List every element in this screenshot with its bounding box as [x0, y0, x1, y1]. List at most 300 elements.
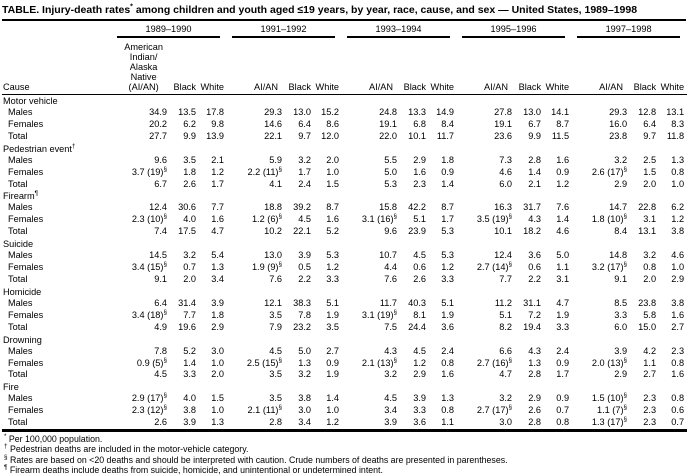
rate-cell: 13.1: [638, 226, 657, 237]
rate-cell: 24.4: [408, 321, 427, 332]
rate-cell: 2.6 (17)§: [591, 165, 628, 177]
rate-cell: 1.0: [326, 166, 340, 177]
col-header-aian: AI/AN: [572, 38, 629, 95]
rate-cell: 1.4: [556, 214, 570, 225]
rate-cell: 2.9 (17)§: [131, 392, 167, 404]
rate-cell: 2.9: [614, 178, 628, 189]
rate-cell: 12.0: [321, 130, 340, 141]
rate-cell: 3.4 (15)§: [131, 261, 167, 273]
rate-cell: 0.7: [556, 405, 570, 416]
rate-cell: 1.0: [211, 405, 225, 416]
rate-cell: 19.6: [178, 321, 196, 332]
col-header-white: White: [659, 38, 687, 95]
rate-cell: 8.7: [556, 118, 570, 129]
year-group-header: [457, 21, 572, 38]
rate-cell: 14.9: [436, 107, 455, 117]
rate-cell: 3.8: [298, 393, 312, 404]
col-header-white: White: [429, 38, 457, 95]
rate-cell: 6.6: [499, 345, 513, 356]
rate-cell: 3.9: [211, 297, 225, 308]
rate-cell: 2.3: [643, 393, 657, 404]
rate-cell: 7.7: [499, 273, 513, 284]
sex-row-label: Total: [8, 321, 28, 332]
rate-cell: 16.0: [609, 118, 628, 129]
footnotes: [2, 432, 686, 475]
rate-cell: 3.2: [384, 369, 398, 380]
rate-cell: 3.1 (16)§: [361, 213, 398, 225]
sex-row-label: Total: [8, 178, 28, 189]
rate-cell: 40.3: [408, 297, 427, 308]
rate-cell: 6.0: [499, 178, 513, 189]
rate-cell: 0.8: [671, 393, 685, 404]
rate-cell: 4.5: [413, 345, 427, 356]
rate-cell: 2.7: [643, 369, 657, 380]
rate-cell: 2.6: [528, 405, 542, 416]
rate-cell: 31.4: [178, 297, 196, 308]
rate-cell: 2.9: [211, 321, 225, 332]
rate-cell: 12.4: [494, 250, 513, 261]
cause-row: [2, 238, 687, 250]
rate-cell: 7.5: [384, 321, 398, 332]
rate-cell: 13.0: [264, 250, 283, 261]
rate-cell: 22.8: [638, 202, 657, 213]
rate-cell: 31.1: [523, 297, 542, 308]
rate-cell: 3.2: [643, 250, 657, 261]
rate-cell: 1.2: [671, 214, 685, 225]
rate-cell: 1.8: [211, 309, 225, 320]
rate-cell: 8.6: [326, 118, 340, 129]
rate-cell: 5.2: [183, 345, 196, 356]
sex-row-label: Females: [8, 357, 44, 368]
rate-cell: 1.2 (6)§: [251, 213, 283, 225]
rate-cell: 2.0: [183, 273, 196, 284]
table-row: [2, 346, 687, 358]
rate-cell: 3.2: [298, 154, 312, 165]
rate-cell: 6.0: [614, 321, 628, 332]
rate-cell: 1.3: [671, 154, 685, 165]
rate-cell: 2.4: [298, 178, 312, 189]
rate-cell: 7.8: [298, 309, 312, 320]
rate-cell: 0.9: [556, 357, 570, 368]
rate-cell: 1.3: [441, 393, 455, 404]
rate-cell: 3.8: [671, 297, 685, 308]
rate-cell: 8.7: [441, 202, 455, 213]
rate-cell: 2.3: [643, 405, 657, 416]
rate-cell: 4.3: [528, 345, 542, 356]
rate-cell: 2.2 (11)§: [247, 165, 283, 177]
rate-cell: 4.5: [413, 250, 427, 261]
year-group-header: [342, 21, 457, 38]
rate-cell: 2.3: [643, 417, 657, 428]
rate-cell: 7.6: [384, 273, 398, 284]
table-title-lead: TABLE. Injury-death rates: [2, 4, 131, 16]
rate-cell: 2.1 (11)§: [247, 404, 283, 416]
rate-cell: 0.8: [441, 405, 455, 416]
rate-cell: 13.0: [293, 107, 312, 117]
rate-cell: 2.9: [614, 369, 628, 380]
rate-cell: 29.3: [609, 107, 628, 117]
rate-cell: 3.5: [183, 154, 196, 165]
rate-cell: 4.5: [384, 393, 398, 404]
rate-cell: 2.8: [528, 154, 542, 165]
rate-cell: 1.7: [298, 166, 312, 177]
rate-cell: 39.2: [293, 202, 312, 213]
rate-cell: 2.8: [528, 417, 542, 428]
rate-cell: 9.6: [154, 154, 167, 165]
rate-cell: 2.9: [528, 393, 542, 404]
rate-cell: 23.9: [408, 226, 427, 237]
rate-cell: 1.4: [183, 357, 196, 368]
rate-cell: 0.9: [441, 166, 455, 177]
col-header-black: Black: [169, 38, 199, 95]
rate-cell: 5.3: [326, 250, 340, 261]
rate-cell: 5.0: [298, 345, 312, 356]
sex-row-label: Total: [8, 130, 28, 141]
rate-cell: 15.8: [379, 202, 398, 213]
rate-cell: 12.4: [149, 202, 167, 213]
rate-cell: 2.1 (13)§: [361, 356, 398, 368]
table-row: [2, 358, 687, 370]
rate-cell: 1.5: [211, 393, 225, 404]
year-group-label: 1989–1990: [117, 24, 220, 38]
rate-cell: 8.2: [499, 321, 513, 332]
cause-row: [2, 143, 687, 155]
rate-cell: 3.1: [643, 214, 657, 225]
year-group-header: [572, 21, 687, 38]
rate-cell: 3.4 (18)§: [131, 308, 167, 320]
rate-cell: 6.4: [643, 118, 657, 129]
rate-cell: 1.9: [441, 309, 455, 320]
year-group-header: [112, 21, 227, 38]
sex-row-label: Females: [8, 214, 44, 225]
rate-cell: 34.9: [149, 107, 167, 117]
sex-row-label: Males: [8, 250, 33, 261]
rate-cell: 1.2: [326, 417, 340, 428]
rate-cell: 3.2: [499, 393, 513, 404]
rate-cell: 1.5: [643, 166, 657, 177]
rate-cell: 5.8: [643, 309, 657, 320]
rate-cell: 2.6: [183, 178, 196, 189]
rate-cell: 2.8: [528, 369, 542, 380]
rate-cell: 4.4: [384, 262, 398, 273]
rate-cell: 3.5: [269, 309, 283, 320]
rate-cell: 20.2: [149, 118, 167, 129]
rate-cell: 1.9: [326, 369, 340, 380]
cause-row: [2, 95, 687, 108]
sex-row-label: Females: [8, 262, 44, 273]
table-row: [2, 202, 687, 214]
rate-cell: 7.4: [154, 226, 167, 237]
rate-cell: 8.4: [614, 226, 628, 237]
sex-row-label: Females: [8, 405, 44, 416]
year-group-label: 1995–1996: [462, 24, 565, 38]
rate-cell: 5.1: [441, 297, 455, 308]
rate-cell: 1.0: [671, 178, 685, 189]
rate-cell: 10.7: [379, 250, 398, 261]
rate-cell: 18.2: [523, 226, 542, 237]
rate-cell: 3.6: [441, 321, 455, 332]
rate-cell: 13.9: [206, 130, 225, 141]
rate-cell: 7.6: [269, 273, 283, 284]
rate-cell: 19.1: [494, 118, 513, 129]
table-row: [2, 310, 687, 322]
sex-row-label: Males: [8, 107, 33, 117]
rate-cell: 9.1: [614, 273, 628, 284]
rate-cell: 14.5: [149, 250, 167, 261]
rate-cell: 27.8: [494, 107, 513, 117]
year-group-label: 1993–1994: [347, 24, 450, 38]
cause-name: Fire: [3, 382, 19, 393]
rate-cell: 4.3: [528, 214, 542, 225]
cause-row: [2, 381, 687, 393]
rate-cell: 2.2: [528, 273, 542, 284]
rate-cell: 29.3: [264, 107, 283, 117]
rate-cell: 7.3: [499, 154, 513, 165]
rate-cell: 1.3: [298, 357, 312, 368]
rate-cell: 3.5: [326, 321, 340, 332]
rate-cell: 8.1: [413, 309, 427, 320]
col-header-black: Black: [514, 38, 544, 95]
footnote: § Rates are based on <20 deaths and should be interpreted with caution. Crude numbers of deaths are presented in parentheses.: [4, 453, 508, 465]
rate-cell: 3.3: [556, 321, 570, 332]
rate-cell: 5.1: [326, 297, 340, 308]
rate-cell: 9.9: [183, 130, 196, 141]
rate-cell: 42.2: [408, 202, 427, 213]
table-row: [2, 179, 687, 191]
rate-cell: 1.4: [441, 178, 455, 189]
rate-cell: 5.3: [384, 178, 398, 189]
rate-cell: 4.7: [211, 226, 225, 237]
rate-cell: 22.1: [293, 226, 312, 237]
rate-cell: 3.8: [183, 405, 196, 416]
col-header-white: White: [199, 38, 227, 95]
sex-row-label: Females: [8, 309, 44, 320]
rate-cell: 9.1: [154, 273, 167, 284]
rate-cell: 0.6: [413, 262, 427, 273]
col-header-black: Black: [284, 38, 314, 95]
rate-cell: 1.6: [441, 369, 455, 380]
rate-cell: 1.3: [528, 357, 542, 368]
rate-cell: 13.3: [408, 107, 427, 117]
rate-cell: 3.3: [413, 405, 427, 416]
rate-cell: 10.1: [408, 130, 427, 141]
rate-cell: 1.5: [326, 178, 340, 189]
rate-cell: 2.0 (13)§: [591, 356, 628, 368]
col-header-white: White: [314, 38, 342, 95]
table-row: [2, 226, 687, 238]
rate-cell: 2.9: [671, 273, 685, 284]
rate-cell: 38.3: [293, 297, 312, 308]
cause-name: Motor vehicle: [3, 96, 58, 106]
rate-cell: 15.0: [638, 321, 657, 332]
rate-cell: 1.6: [326, 214, 340, 225]
rate-cell: 2.7 (14)§: [476, 261, 513, 273]
rate-cell: 11.8: [666, 130, 685, 141]
rate-cell: 2.6: [154, 417, 167, 428]
rate-cell: 22.1: [264, 130, 283, 141]
year-group-header: [227, 21, 342, 38]
rate-cell: 8.7: [326, 202, 340, 213]
rate-cell: 4.9: [154, 321, 167, 332]
rate-cell: 2.9: [413, 369, 427, 380]
rate-cell: 2.0: [326, 154, 340, 165]
rate-cell: 3.2: [614, 154, 628, 165]
rate-cell: 1.1 (7)§: [596, 404, 628, 416]
rate-cell: 14.7: [609, 202, 628, 213]
rate-cell: 1.2: [413, 357, 427, 368]
rate-cell: 1.5 (10)§: [591, 392, 628, 404]
rate-cell: 4.7: [499, 369, 513, 380]
rate-cell: 11.2: [494, 297, 513, 308]
rate-cell: 1.8: [441, 154, 455, 165]
col-header-white: White: [544, 38, 572, 95]
footnote-marker: *: [4, 433, 7, 441]
table-row: [2, 262, 687, 274]
rate-cell: 2.0: [211, 369, 225, 380]
rate-cell: 3.3: [326, 273, 340, 284]
rate-cell: 9.7: [298, 130, 312, 141]
rate-cell: 6.7: [154, 178, 167, 189]
rate-cell: 9.6: [384, 226, 398, 237]
rate-cell: 5.2: [326, 226, 340, 237]
rate-cell: 1.3: [211, 262, 225, 273]
rate-cell: 0.6: [671, 405, 685, 416]
rate-cell: 2.5: [643, 154, 657, 165]
table-row: [2, 131, 687, 143]
rate-cell: 5.0: [556, 250, 570, 261]
rate-cell: 11.7: [436, 130, 455, 141]
rate-cell: 3.4: [384, 405, 398, 416]
table-row: [2, 107, 687, 119]
rate-cell: 7.6: [556, 202, 570, 213]
rate-cell: 14.1: [551, 107, 570, 117]
rate-cell: 1.6: [211, 214, 225, 225]
sex-row-label: Males: [8, 297, 33, 308]
cause-name: Homicide: [3, 286, 42, 297]
injury-death-rates-table: [2, 21, 687, 432]
cause-name: Pedestrian event†: [3, 142, 76, 154]
rate-cell: 3.4: [298, 417, 312, 428]
rate-cell: 3.2: [183, 250, 196, 261]
rate-cell: 0.8: [556, 417, 570, 428]
sex-row-label: Males: [8, 393, 33, 404]
rate-cell: 7.8: [154, 345, 167, 356]
rate-cell: 1.8: [183, 166, 196, 177]
table-row: [2, 274, 687, 286]
table-row: [2, 405, 687, 417]
rate-cell: 0.9: [556, 166, 570, 177]
rate-cell: 5.5: [384, 154, 398, 165]
rate-cell: 3.3: [183, 369, 196, 380]
rate-cell: 1.2: [326, 262, 340, 273]
rate-cell: 1.7: [556, 369, 570, 380]
table-body: [2, 95, 687, 431]
rate-cell: 0.7: [671, 417, 685, 428]
footnote-marker: †: [4, 443, 8, 451]
sex-row-label: Total: [8, 369, 28, 380]
rate-cell: 5.1: [413, 214, 427, 225]
rate-cell: 17.8: [206, 107, 225, 117]
rate-cell: 8.4: [441, 118, 455, 129]
rate-cell: 2.7 (16)§: [476, 356, 513, 368]
rate-cell: 3.6: [413, 417, 427, 428]
rate-cell: 6.7: [528, 118, 542, 129]
rate-cell: 15.2: [321, 107, 340, 117]
rate-cell: 17.5: [178, 226, 196, 237]
rate-cell: 24.8: [379, 107, 398, 117]
rate-cell: 23.8: [638, 297, 657, 308]
rate-cell: 22.0: [379, 130, 398, 141]
rate-cell: 5.1: [499, 309, 513, 320]
rate-cell: 0.7: [183, 262, 196, 273]
col-header-aian: AI/AN: [457, 38, 514, 95]
rate-cell: 3.9: [614, 345, 628, 356]
rate-cell: 14.6: [264, 118, 283, 129]
rate-cell: 3.3: [614, 309, 628, 320]
rate-cell: 0.9 (5)§: [136, 356, 167, 368]
table-row: [2, 298, 687, 310]
rate-cell: 2.5 (15)§: [246, 356, 283, 368]
rate-cell: 3.0: [298, 405, 312, 416]
rate-cell: 4.0: [183, 214, 196, 225]
rate-cell: 3.9: [298, 250, 312, 261]
rate-cell: 2.3 (12)§: [131, 404, 167, 416]
rate-cell: 2.4: [441, 345, 455, 356]
col-header-black: Black: [399, 38, 429, 95]
rate-cell: 1.1: [556, 262, 570, 273]
rate-cell: 13.5: [178, 107, 196, 117]
title-asterisk: *: [130, 3, 133, 11]
cause-row: [2, 286, 687, 298]
rate-cell: 2.1: [528, 178, 542, 189]
cause-name: Suicide: [3, 239, 34, 250]
rate-cell: 1.6: [671, 369, 685, 380]
rate-cell: 4.1: [269, 178, 283, 189]
rate-cell: 1.1: [643, 357, 657, 368]
rate-cell: 23.2: [293, 321, 312, 332]
rate-cell: 4.6: [556, 226, 570, 237]
col-header-aian: AI/AN: [227, 38, 284, 95]
rate-cell: 3.9: [413, 393, 427, 404]
rate-cell: 30.6: [178, 202, 196, 213]
rate-cell: 6.8: [413, 118, 427, 129]
rate-cell: 7.7: [211, 202, 225, 213]
rate-cell: 1.0: [326, 405, 340, 416]
rate-cell: 1.2: [211, 166, 225, 177]
rate-cell: 7.9: [269, 321, 283, 332]
table-row: [2, 393, 687, 405]
rate-cell: 1.2: [441, 262, 455, 273]
rate-cell: 3.0: [211, 345, 225, 356]
rate-cell: 3.3: [441, 273, 455, 284]
cause-row: [2, 334, 687, 346]
rate-cell: 0.8: [441, 357, 455, 368]
rate-cell: 1.9: [326, 309, 340, 320]
year-header-row: [2, 21, 687, 38]
rate-cell: 23.6: [494, 130, 513, 141]
rate-cell: 2.3: [671, 345, 685, 356]
rate-cell: 0.8: [671, 166, 685, 177]
rate-cell: 3.4: [211, 273, 225, 284]
rate-cell: 1.8 (10)§: [591, 213, 628, 225]
rate-cell: 4.0: [183, 393, 196, 404]
rate-cell: 1.4: [528, 166, 542, 177]
rate-cell: 8.3: [671, 118, 685, 129]
footnote-marker: §: [4, 453, 8, 461]
rate-cell: 9.8: [211, 118, 225, 129]
footnote: † Pedestrian deaths are included in the motor-vehicle category.: [4, 443, 249, 455]
rate-cell: 1.7: [211, 178, 225, 189]
